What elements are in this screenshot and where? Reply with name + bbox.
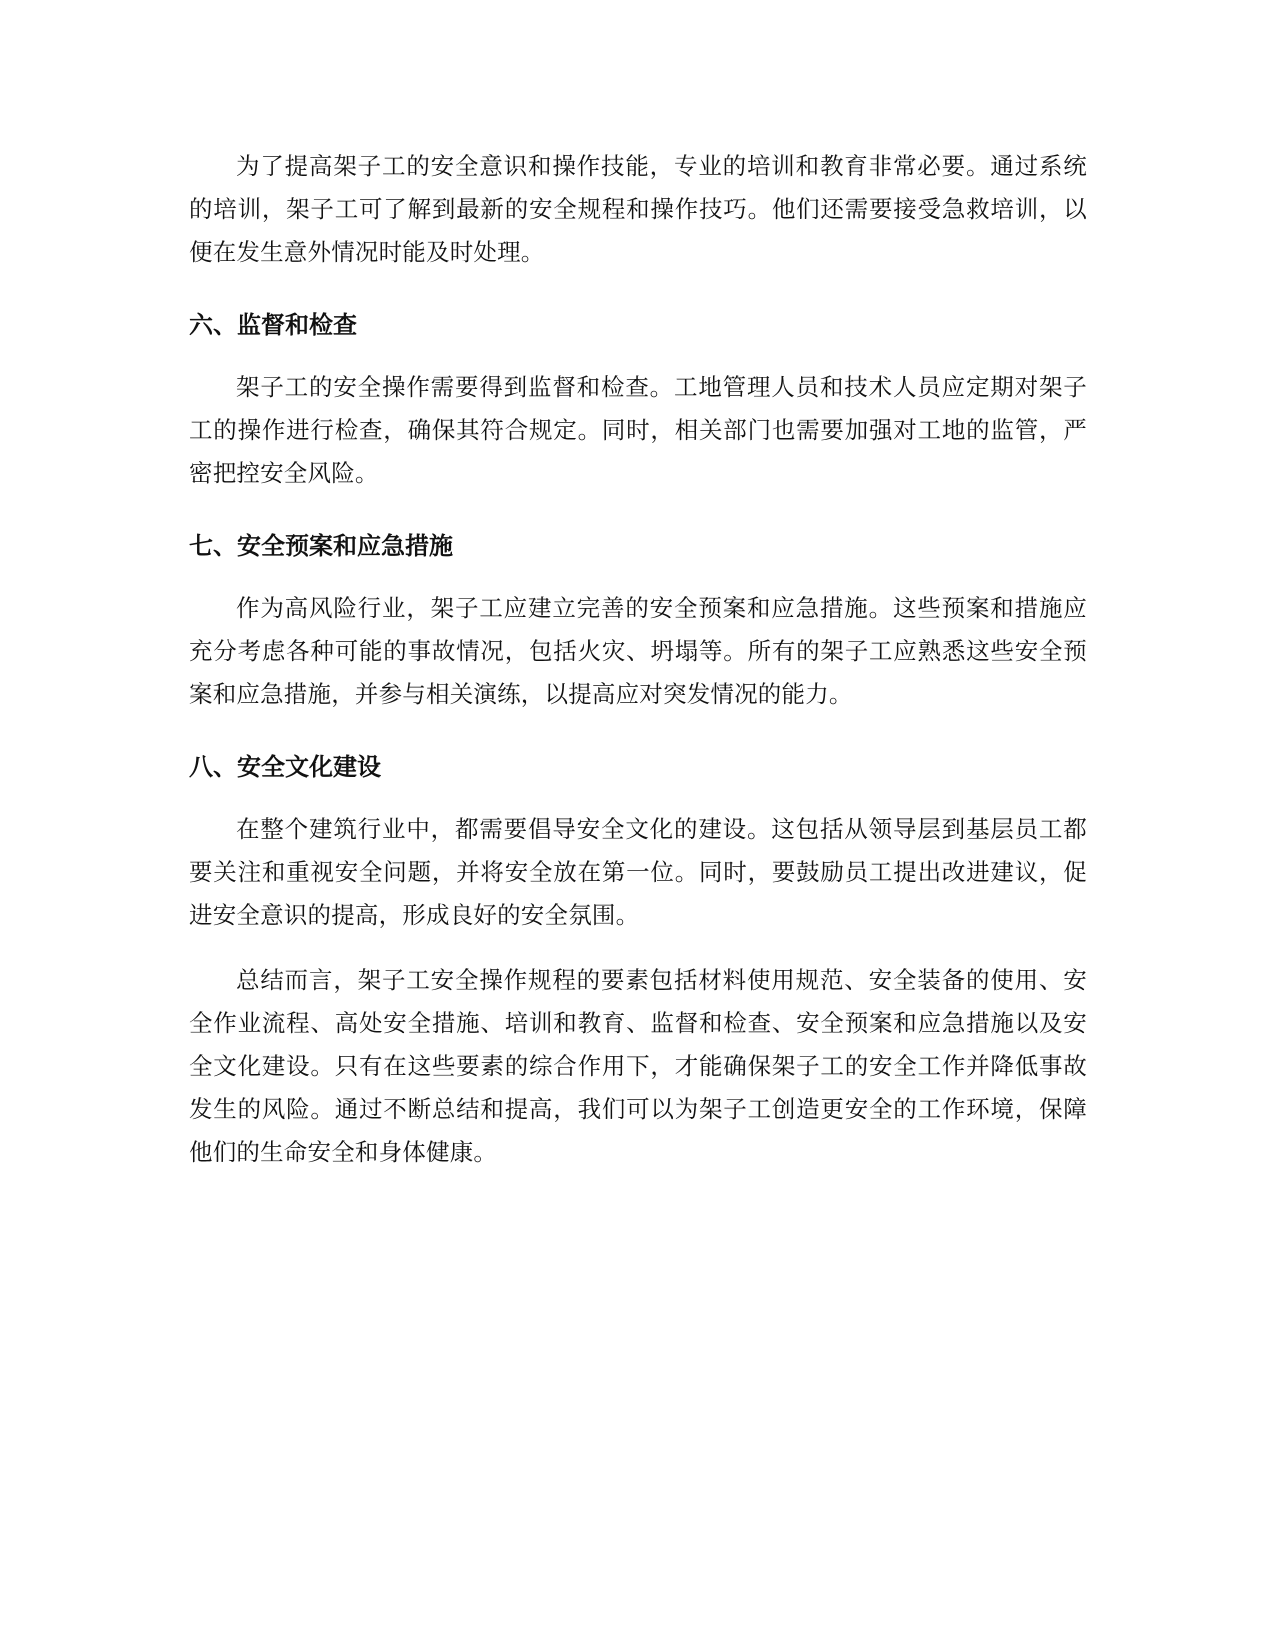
section-paragraph-supervision: 架子工的安全操作需要得到监督和检查。工地管理人员和技术人员应定期对架子工的操作进行检查，确保其符合规定。同时，相关部门也需要加强对工地的监管，严密把控安全风险。 [189, 373, 1087, 487]
section-heading-emergency-plan: 七、安全预案和应急措施 [189, 532, 453, 560]
conclusion-paragraph: 总结而言，架子工安全操作规程的要素包括材料使用规范、安全装备的使用、安全作业流程、高处安全措施、培训和教育、监督和检查、安全预案和应急措施以及安全文化建设。只有在这些要素的综合作用下，才能确保架子工的安全工作并降低事故发生的风险。通过不断总结和提高，我们可以为架子工创造更安全的工作环境，保障他们的生命安全和身体健康。 [189, 966, 1087, 1166]
section-heading-safety-culture: 八、安全文化建设 [189, 753, 381, 781]
intro-paragraph: 为了提高架子工的安全意识和操作技能，专业的培训和教育非常必要。通过系统的培训，架子工可了解到最新的安全规程和操作技巧。他们还需要接受急救培训，以便在发生意外情况时能及时处理。 [189, 152, 1087, 266]
section-paragraph-safety-culture: 在整个建筑行业中，都需要倡导安全文化的建设。这包括从领导层到基层员工都要关注和重视安全问题，并将安全放在第一位。同时，要鼓励员工提出改进建议，促进安全意识的提高，形成良好的安全氛围。 [189, 815, 1087, 929]
section-paragraph-emergency-plan: 作为高风险行业，架子工应建立完善的安全预案和应急措施。这些预案和措施应充分考虑各种可能的事故情况，包括火灾、坍塌等。所有的架子工应熟悉这些安全预案和应急措施，并参与相关演练，以提高应对突发情况的能力。 [189, 594, 1087, 708]
section-heading-supervision: 六、监督和检查 [189, 311, 357, 339]
document-body [189, 145, 1087, 1174]
